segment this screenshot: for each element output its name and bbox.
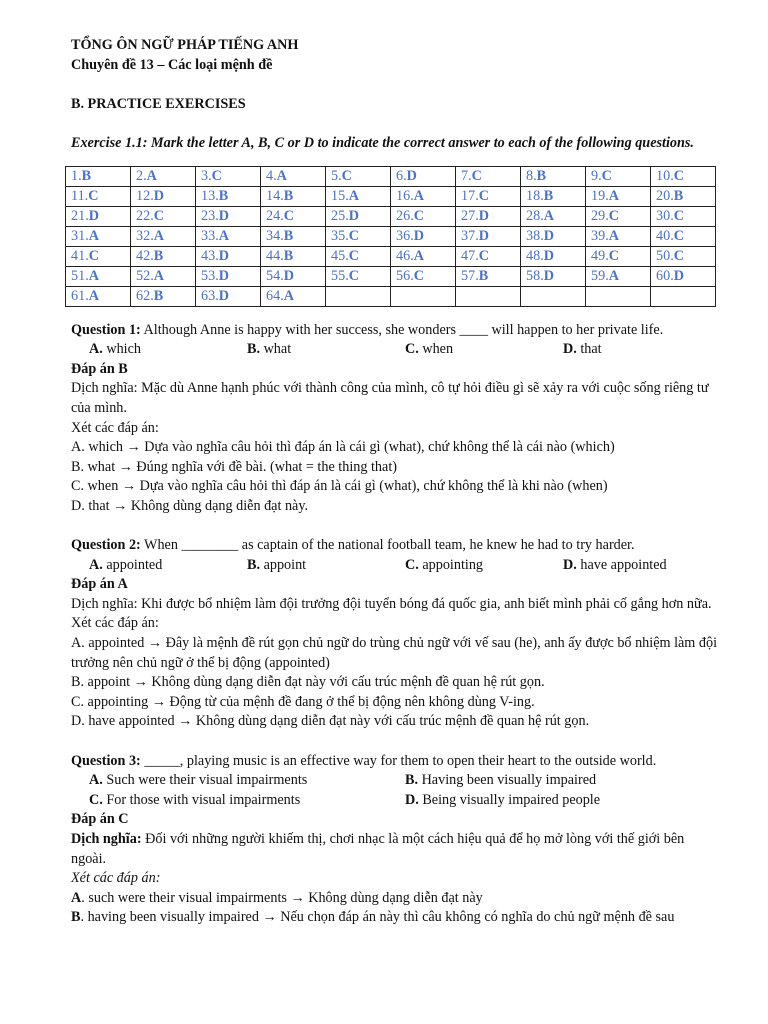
answer-key-row [66,166,716,186]
answer-key-cell [586,286,651,306]
answer-number: 6. [396,167,407,184]
answer-key-cell [651,206,716,226]
answer-letter: D [218,287,229,304]
answer-key-cell [391,166,456,186]
answer-letter: D [218,247,229,264]
explanation-d: D. have appointed → Không dùng dạng diễn đạt này với cấu trúc mệnh đề quan hệ rút gọn. [71,713,590,730]
answer-number: 45. [331,247,349,264]
answer-key-cell [66,266,131,286]
answer-key-cell [261,286,326,306]
answer-letter: A [153,267,164,284]
answer-key-cell [196,186,261,206]
answer-letter: C [88,247,99,264]
answer-letter: C [471,167,482,184]
answer-key-row [66,246,716,266]
answer-letter: D [543,267,554,284]
answer-key-cell [586,226,651,246]
answer-key-cell [196,226,261,246]
answer-key-cell [131,246,196,266]
option-a: A. which [89,341,142,358]
answer-number: 12. [136,187,154,204]
answer-key-cell [651,166,716,186]
answer-key-cell [261,226,326,246]
answer-letter: D [478,227,489,244]
answer-key-cell [261,266,326,286]
answer-letter: A [543,207,554,224]
answer-letter: C [88,187,99,204]
answer-number: 56. [396,267,414,284]
translation: Dịch nghĩa: Mặc dù Anne hạnh phúc với thành công của mình, cô tự hỏi điều gì sẽ xảy ra với cuộc sống riêng tư của mình. [71,380,709,416]
explanation-b: B. having been visually impaired → Nếu chọn đáp án này thì câu không có nghĩa do chủ ngữ mệnh đề sau [71,909,675,926]
exercise-text: : Mark the letter A, B, C or D to indicate the correct answer to each of the following questions. [142,134,694,151]
answer-number: 44. [266,247,284,264]
answer-key-cell [326,206,391,226]
answer-number: 24. [266,207,284,224]
answer-letter: D [543,227,554,244]
answer-key-cell [456,206,521,226]
answer-letter: A [608,227,619,244]
question-label: Question 2: [71,537,141,554]
answer-letter: C [608,207,619,224]
answer-key-cell [391,206,456,226]
answer-key-row [66,286,716,306]
option-d: D. that [563,341,602,358]
translation: Dịch nghĩa: Đối với những người khiếm thị, chơi nhạc là một cách hiệu quả để họ mở lòng với thế giới bên ngoài. [71,831,685,867]
option-c: C. For those with visual impairments [89,791,301,808]
answer-key-cell [261,206,326,226]
answer-letter: B [543,187,554,204]
option-c: C. appointing [405,556,484,573]
answer-key-cell [196,166,261,186]
answer-key-cell [66,246,131,266]
answer-key-row [66,206,716,226]
explanation-a: A. appointed → Đây là mệnh đề rút gọn chủ ngữ do trùng chủ ngữ với vế sau (he), anh ấy được bổ nhiệm làm đội trưởng nên chủ ngữ ở thể bị động (appointed) [71,635,718,671]
question-3 [71,752,721,772]
answer-key-cell [391,246,456,266]
answer-letter: B [218,187,229,204]
answer-letter: A [413,187,424,204]
answer-letter: B [283,227,294,244]
answer-letter: D [348,207,359,224]
explanation-b: B. what → Đúng nghĩa với đề bài. (what = the thing that) [71,458,397,475]
document-page [71,36,721,928]
answer-letter: A [153,227,164,244]
question-3-options-row2 [71,791,721,811]
option-d: D. Being visually impaired people [405,791,601,808]
answer-key-cell [651,286,716,306]
answer-letter: C [478,247,489,264]
answer-number: 26. [396,207,414,224]
exercise-label: Exercise 1.1 [71,134,143,151]
document-title: TỔNG ÔN NGỮ PHÁP TIẾNG ANH [71,37,299,53]
answer-key-cell [196,246,261,266]
answer-number: 36. [396,227,414,244]
answer-letter: B [283,187,294,204]
answer-key-cell [391,266,456,286]
answer-number: 3. [201,167,212,184]
answer-number: 18. [526,187,544,204]
answer-label: Đáp án B [71,360,128,377]
answer-label: Đáp án C [71,811,129,828]
consider-label: Xét các đáp án: [71,615,159,632]
question-text: _____, playing music is an effective way for them to open their heart to the outside world. [140,752,657,769]
consider-label: Xét các đáp án: [71,870,161,887]
answer-key-row [66,186,716,206]
answer-letter: A [276,167,287,184]
answer-key-cell [391,286,456,306]
section-heading: B. PRACTICE EXERCISES [71,95,246,112]
answer-key-cell [326,266,391,286]
answer-key-row [66,266,716,286]
answer-key-cell [456,166,521,186]
answer-letter: A [608,187,619,204]
answer-key-cell [196,286,261,306]
answer-number: 53. [201,267,219,284]
answer-number: 1. [71,167,82,184]
answer-number: 11. [71,187,89,204]
answer-key-cell [521,206,586,226]
answer-key-cell [131,266,196,286]
answer-letter: C [348,227,359,244]
option-b: B. appoint [247,556,307,573]
answer-label: Đáp án A [71,576,128,593]
answer-key-cell [521,266,586,286]
answer-number: 15. [331,187,349,204]
answer-key-cell [651,266,716,286]
answer-number: 38. [526,227,544,244]
document-subtitle: Chuyên đề 13 – Các loại mệnh đề [71,56,273,73]
answer-letter: A [608,267,619,284]
answer-letter: B [283,247,294,264]
answer-number: 47. [461,247,479,264]
question-2 [71,536,721,556]
answer-key-cell [131,206,196,226]
answer-number: 29. [591,207,609,224]
answer-letter: C [283,207,294,224]
answer-letter: B [673,187,684,204]
answer-key-cell [521,186,586,206]
answer-number: 9. [591,167,602,184]
answer-number: 27. [461,207,479,224]
question-3-options-row1 [71,771,721,791]
answer-letter: D [673,267,684,284]
answer-key-cell [391,186,456,206]
answer-key-cell [651,186,716,206]
answer-letter: D [218,267,229,284]
answer-number: 34. [266,227,284,244]
explanation-b: B. appoint → Không dùng dạng diễn đạt này với cấu trúc mệnh đề quan hệ rút gọn. [71,674,545,691]
answer-key-cell [521,166,586,186]
answer-letter: A [146,167,157,184]
answer-key-cell [456,226,521,246]
explanation-d: D. that → Không dùng dạng diễn đạt này. [71,497,309,514]
answer-letter: D [478,207,489,224]
answer-number: 4. [266,167,277,184]
answer-key-cell [261,166,326,186]
answer-number: 13. [201,187,219,204]
answer-letter: A [88,287,99,304]
answer-letter: C [673,207,684,224]
answer-letter: D [413,227,424,244]
explanation-c: C. when → Dựa vào nghĩa câu hỏi thì đáp án là cái gì (what), chứ không thể là khi nào (when) [71,478,608,495]
answer-number: 33. [201,227,219,244]
option-a: A. Such were their visual impairments [89,772,308,789]
answer-letter: D [218,207,229,224]
answer-letter: D [283,267,294,284]
question-text: When ________ as captain of the national football team, he knew he had to try harder. [140,537,635,554]
answer-letter: A [413,247,424,264]
answer-key-row [66,226,716,246]
answer-key-cell [131,186,196,206]
answer-number: 28. [526,207,544,224]
answer-number: 60. [656,267,674,284]
answer-key-cell [196,266,261,286]
answer-key-cell [456,246,521,266]
answer-letter: B [536,167,547,184]
answer-letter: A [218,227,229,244]
exercise-instruction [71,134,721,154]
option-b: B. Having been visually impaired [405,772,597,789]
answer-key-cell [66,166,131,186]
answer-key-cell [651,226,716,246]
question-2-options [71,556,721,576]
option-d: D. have appointed [563,556,667,573]
answer-number: 41. [71,247,89,264]
answer-number: 46. [396,247,414,264]
answer-key-cell [196,206,261,226]
answer-number: 51. [71,267,89,284]
answer-number: 37. [461,227,479,244]
answer-letter: C [413,207,424,224]
answer-key-cell [131,226,196,246]
answer-letter: C [348,267,359,284]
answer-letter: C [478,187,489,204]
answer-number: 50. [656,247,674,264]
answer-letter: B [81,167,92,184]
question-1 [71,321,721,341]
answer-letter: B [153,287,164,304]
answer-number: 42. [136,247,154,264]
answer-number: 31. [71,227,89,244]
answer-number: 32. [136,227,154,244]
answer-letter: C [673,167,684,184]
question-label: Question 1: [71,321,141,338]
answer-letter: C [153,207,164,224]
answer-letter: C [348,247,359,264]
answer-letter: C [673,247,684,264]
answer-number: 30. [656,207,674,224]
option-c: C. when [405,341,454,358]
answer-number: 63. [201,287,219,304]
answer-letter: B [478,267,489,284]
answer-number: 25. [331,207,349,224]
answer-key-cell [66,206,131,226]
answer-key-cell [66,226,131,246]
answer-number: 10. [656,167,674,184]
answer-number: 21. [71,207,89,224]
answer-number: 59. [591,267,609,284]
answer-key-cell [586,166,651,186]
answer-key-table [65,166,716,307]
answer-key-cell [456,286,521,306]
answer-number: 19. [591,187,609,204]
explanation-c: C. appointing → Động từ của mệnh đề đang ở thể bị động nên không dùng V-ing. [71,693,535,710]
answer-letter: C [608,247,619,264]
answer-key-cell [326,226,391,246]
answer-letter: C [601,167,612,184]
answer-key-cell [456,186,521,206]
answer-key-cell [66,286,131,306]
answer-number: 7. [461,167,472,184]
answer-key-cell [261,186,326,206]
answer-number: 64. [266,287,284,304]
answer-number: 40. [656,227,674,244]
answer-key-cell [586,246,651,266]
answer-letter: A [88,267,99,284]
answer-key-cell [326,246,391,266]
answer-number: 54. [266,267,284,284]
answer-number: 14. [266,187,284,204]
answer-number: 62. [136,287,154,304]
question-label: Question 3: [71,752,141,769]
answer-number: 8. [526,167,537,184]
answer-number: 55. [331,267,349,284]
answer-number: 52. [136,267,154,284]
answer-letter: C [211,167,222,184]
translation: Dịch nghĩa: Khi được bổ nhiệm làm đội trưởng đội tuyển bóng đá quốc gia, anh biết mình phải cố gắng hơn nữa. [71,595,712,612]
answer-key-cell [66,186,131,206]
answer-number: 2. [136,167,147,184]
answer-number: 39. [591,227,609,244]
answer-number: 49. [591,247,609,264]
answer-letter: D [543,247,554,264]
answer-key-cell [586,266,651,286]
answer-key-cell [326,166,391,186]
option-b: B. what [247,341,292,358]
option-a: A. appointed [89,556,163,573]
explanation-a: A. such were their visual impairments → Không dùng dạng diễn đạt này [71,889,483,906]
answer-letter: C [341,167,352,184]
answer-number: 20. [656,187,674,204]
answer-letter: A [88,227,99,244]
answer-key-cell [521,226,586,246]
answer-key-cell [521,286,586,306]
answer-number: 43. [201,247,219,264]
answer-letter: A [283,287,294,304]
answer-number: 23. [201,207,219,224]
answer-number: 35. [331,227,349,244]
answer-letter: C [413,267,424,284]
answer-key-cell [326,286,391,306]
answer-key-cell [586,206,651,226]
answer-letter: D [406,167,417,184]
question-text: Although Anne is happy with her success, she wonders ____ will happen to her private life. [140,321,664,338]
answer-number: 22. [136,207,154,224]
answer-letter: D [88,207,99,224]
answer-key-cell [131,286,196,306]
answer-key-cell [651,246,716,266]
answer-letter: D [153,187,164,204]
explanation-a: A. which → Dựa vào nghĩa câu hỏi thì đáp án là cái gì (what), chứ không thể là cái nào (which) [71,439,615,456]
answer-letter: A [348,187,359,204]
answer-letter: C [673,227,684,244]
consider-label: Xét các đáp án: [71,419,159,436]
answer-number: 57. [461,267,479,284]
answer-number: 17. [461,187,479,204]
answer-number: 5. [331,167,342,184]
answer-number: 48. [526,247,544,264]
answer-key-cell [586,186,651,206]
answer-key-cell [261,246,326,266]
answer-key-cell [326,186,391,206]
answer-number: 58. [526,267,544,284]
answer-key-cell [391,226,456,246]
question-1-options [71,340,721,360]
answer-number: 16. [396,187,414,204]
answer-key-cell [456,266,521,286]
answer-key-cell [521,246,586,266]
answer-key-cell [131,166,196,186]
answer-number: 61. [71,287,89,304]
answer-letter: B [153,247,164,264]
